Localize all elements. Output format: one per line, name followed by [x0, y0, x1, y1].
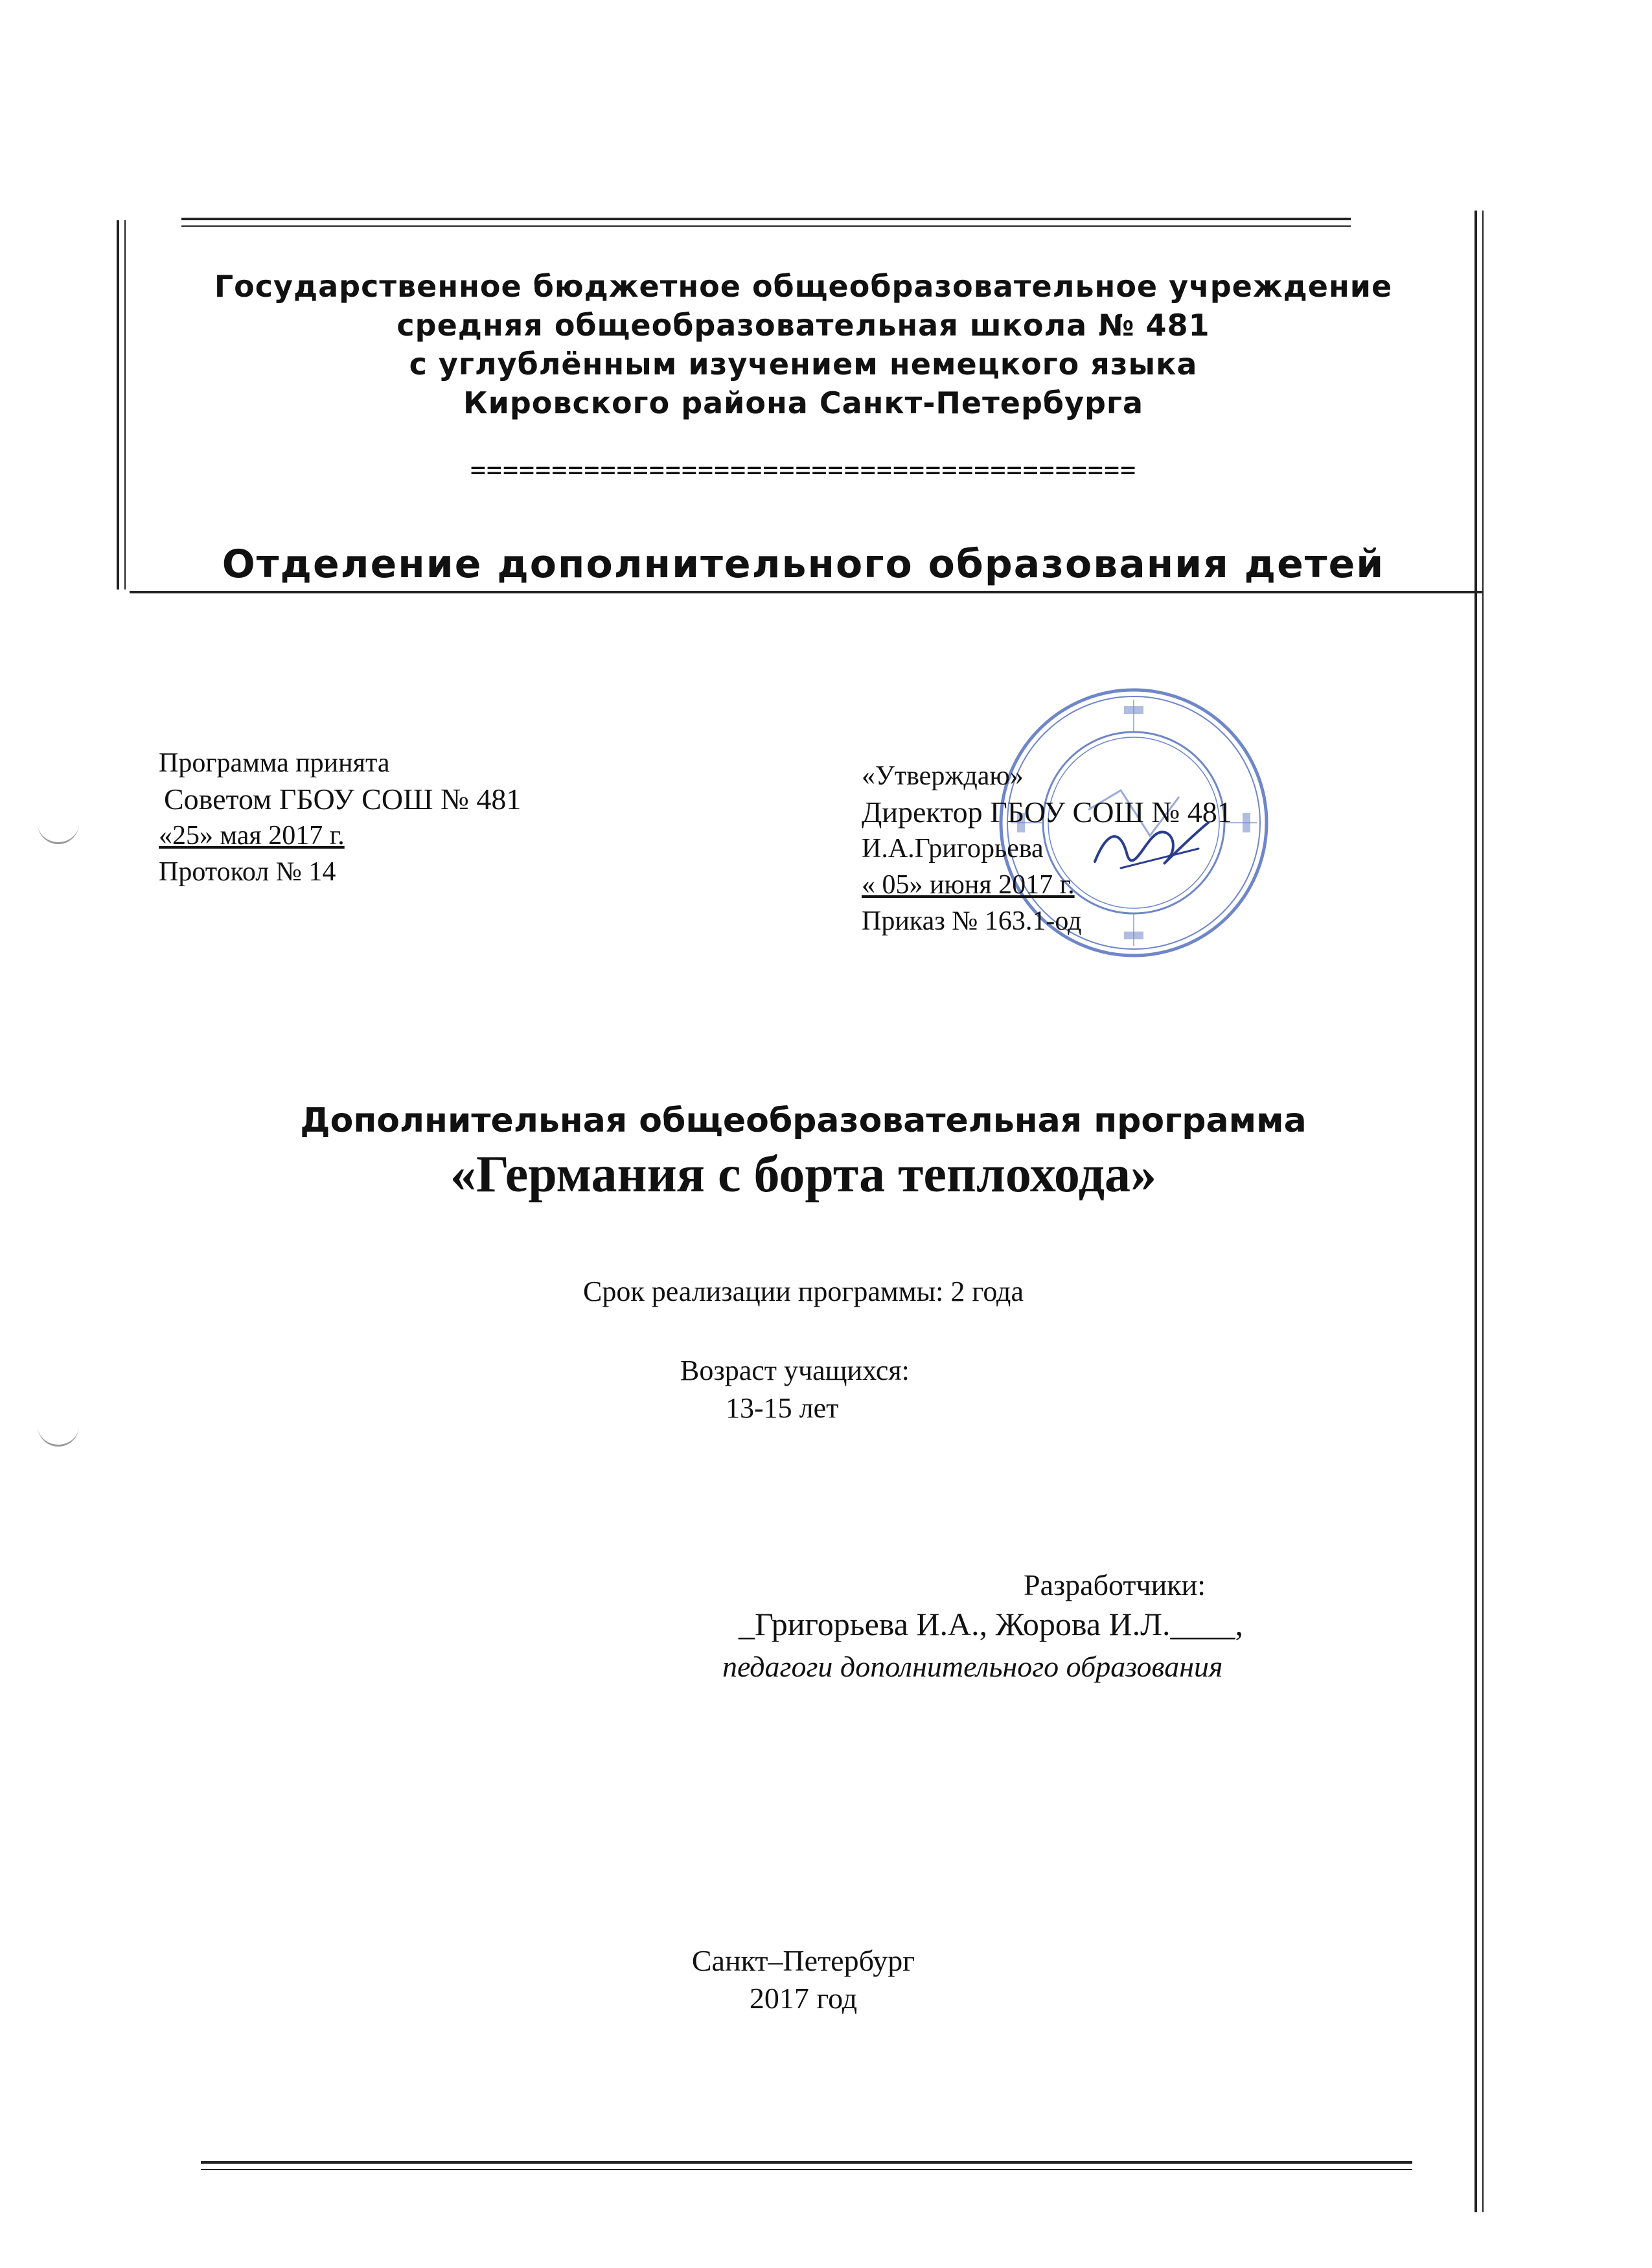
program-title: «Германия с борта теплохода» [450, 1146, 1157, 1203]
accepted-block [159, 745, 742, 890]
right-border-line-2 [1482, 211, 1484, 2212]
department-underline [130, 591, 1484, 593]
institution-name-line-4: Кировского района Санкт-Петербурга [463, 385, 1143, 420]
approved-line-1: «Утверждаю» [862, 761, 1024, 791]
left-border-line-2 [124, 220, 126, 590]
authors-role: педагоги дополнительного образования [722, 1650, 1223, 1683]
director-signature [1082, 810, 1218, 888]
right-border-line-1 [1474, 211, 1477, 2212]
header-separator: ========================================= [470, 455, 1137, 485]
footer-city: Санкт–Петербург [691, 1944, 915, 1977]
institution-name-line-3: с углублённым изучением немецкого языка [409, 347, 1198, 382]
accepted-date: «25» мая 2017 г. [159, 821, 345, 851]
age-label: Возраст учащихся: [680, 1355, 910, 1386]
institution-name-line-2: средняя общеобразовательная школа № 481 [396, 308, 1210, 343]
department-title: Отделение дополнительного образования детей [222, 542, 1385, 587]
top-border-line-1 [181, 218, 1351, 220]
left-border-line-1 [117, 220, 119, 590]
program-type: Дополнительная общеобразовательная программа [300, 1101, 1307, 1140]
bottom-border-line-2 [201, 2169, 1412, 2170]
bottom-border-line-1 [201, 2161, 1412, 2164]
institution-name-line-1: Государственное бюджетное общеобразовательное учреждение [214, 269, 1393, 304]
approved-signatory: И.А.Григорьева [862, 834, 1044, 864]
top-border-line-2 [181, 225, 1351, 227]
authors-names: _Григорьева И.А., Жорова И.Л.____, [739, 1606, 1244, 1642]
authors-label: Разработчики: [1024, 1568, 1206, 1601]
approved-director: Директор ГБОУ СОШ № 481 [862, 796, 1232, 829]
approved-date: « 05» июня 2017 г. [862, 870, 1075, 900]
approved-order: Приказ № 163.1-од [862, 906, 1082, 936]
accepted-protocol: Протокол № 14 [159, 857, 336, 887]
accepted-line-2: Советом ГБОУ СОШ № 481 [164, 783, 522, 816]
footer-year: 2017 год [749, 1982, 858, 2015]
punch-hole-bottom [38, 1425, 79, 1447]
age-value: 13-15 лет [726, 1392, 839, 1424]
program-duration: Срок реализации программы: 2 года [583, 1276, 1024, 1307]
punch-hole-top [38, 823, 79, 844]
accepted-line-1: Программа принята [159, 748, 390, 778]
